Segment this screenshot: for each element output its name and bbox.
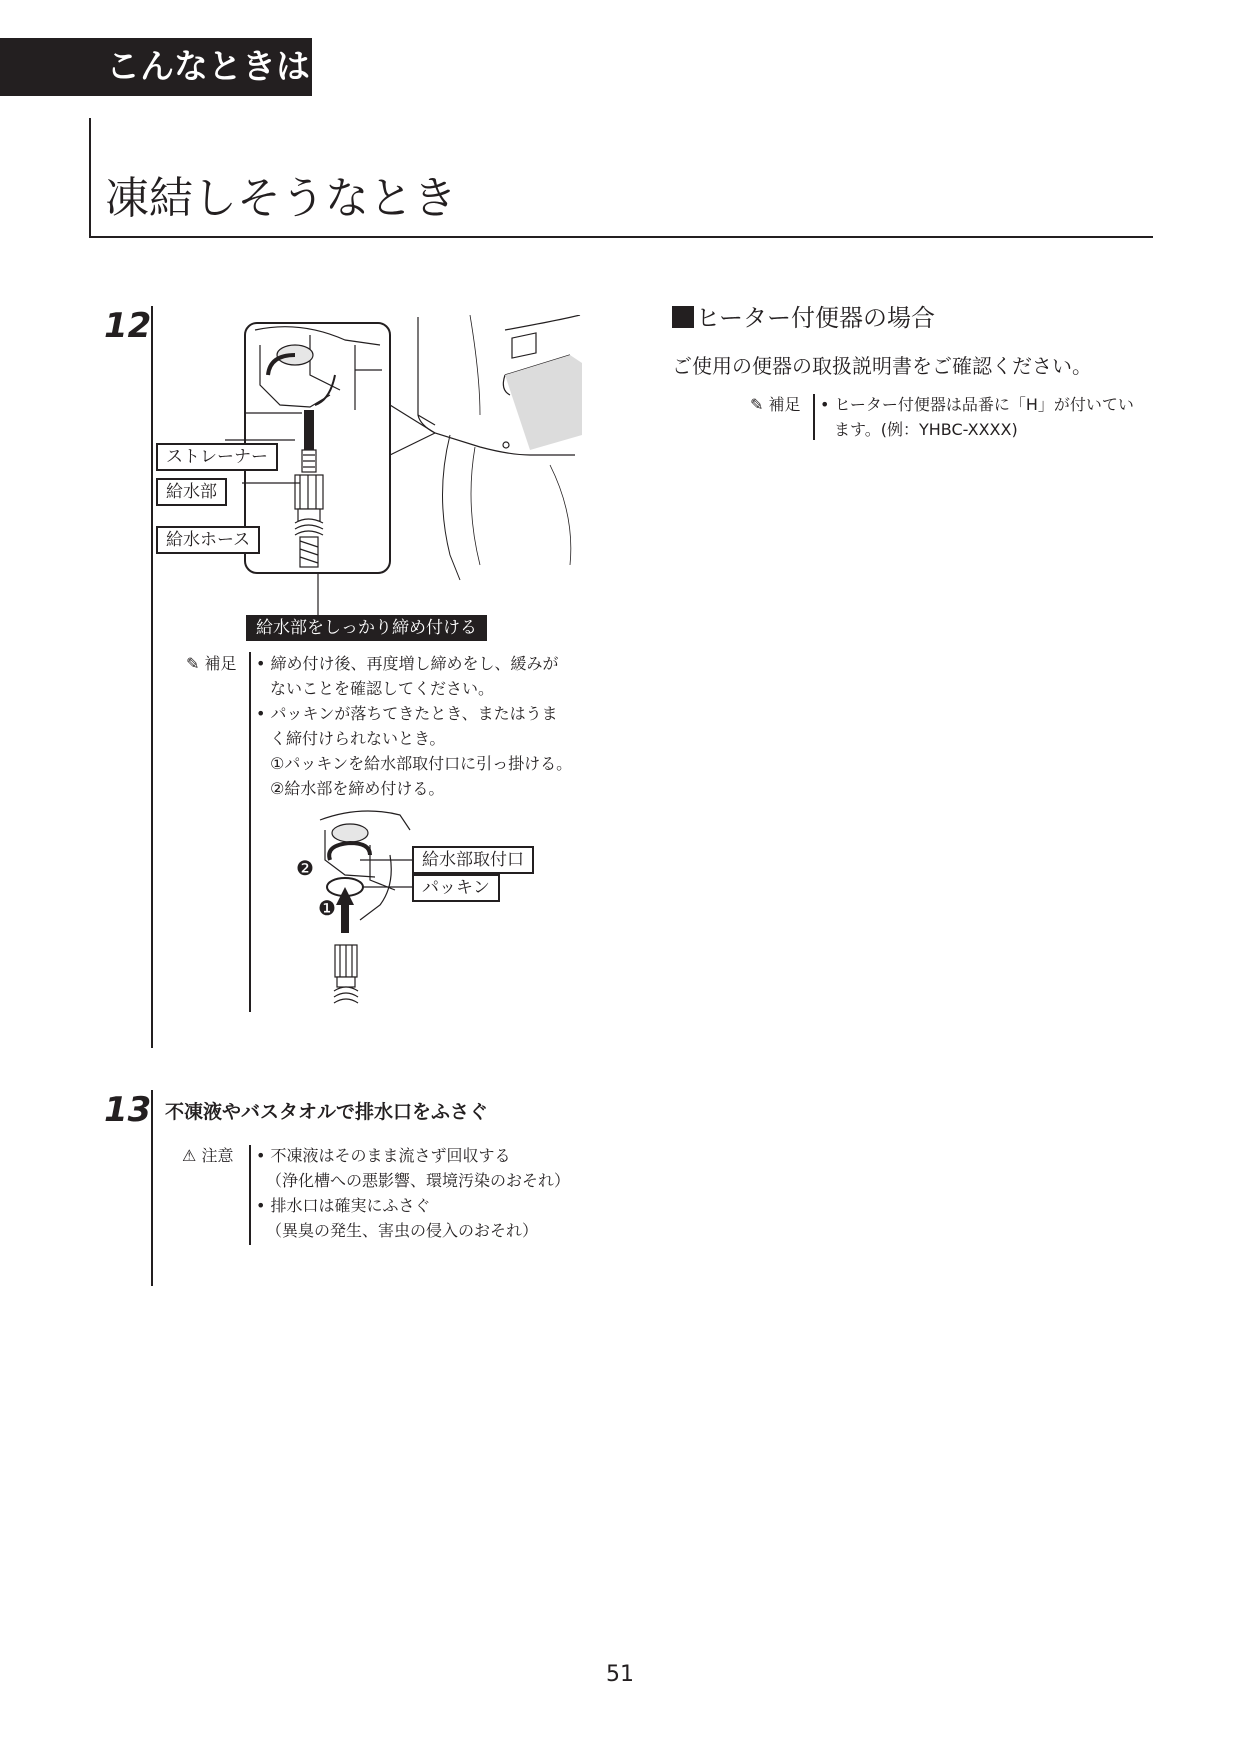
- heater-note-text: [820, 392, 1134, 442]
- note-line: （浄化槽への悪影響、環境汚染のおそれ）: [266, 1171, 571, 1190]
- step-13-rule: [151, 1090, 153, 1286]
- step-2-marker: ❷: [296, 856, 314, 880]
- note-line: ①パッキンを給水部取付口に引っ掛ける。: [270, 754, 573, 773]
- supplement-note-label: ✎ 補足: [186, 654, 237, 673]
- inlet-label: 給水部取付口: [412, 846, 534, 874]
- heater-section-body: ご使用の便器の取扱説明書をご確認ください。: [672, 354, 1092, 378]
- packing-label: パッキン: [412, 874, 500, 902]
- page-number: 51: [606, 1662, 634, 1687]
- packing-illustration: [300, 805, 540, 1015]
- caution-text: [256, 1143, 570, 1243]
- note-line: （異臭の発生、害虫の侵入のおそれ）: [266, 1221, 539, 1240]
- step-1-marker: ❶: [318, 896, 336, 920]
- caution-label: ⚠ 注意: [182, 1146, 234, 1165]
- note-line: ないことを確認してください。: [270, 679, 495, 698]
- note-line: • ヒーター付便器は品番に「H」が付いてい: [820, 395, 1134, 414]
- note-bar: [813, 394, 815, 440]
- supplement-note-text: [256, 651, 572, 801]
- note-bar: [249, 652, 251, 1012]
- tighten-instruction-label: 給水部をしっかり締め付ける: [246, 615, 487, 641]
- title-horizontal-rule: [89, 236, 1153, 238]
- step-13-heading: 不凍液やバスタオルで排水口をふさぐ: [165, 1101, 489, 1123]
- section-tab: こんなときは: [0, 38, 312, 96]
- note-line: く締付けられないとき。: [270, 729, 446, 748]
- heater-note-label: ✎ 補足: [750, 395, 801, 414]
- note-line: • 締め付け後、再度増し締めをし、緩みが: [256, 654, 559, 673]
- title-vertical-rule: [89, 118, 91, 238]
- pencil-icon: ✎: [186, 654, 200, 673]
- note-line: • 不凍液はそのまま流さず回収する: [256, 1146, 511, 1165]
- step-12-number: 12: [104, 306, 152, 346]
- note-line: ます。(例：YHBC-XXXX): [834, 420, 1018, 439]
- strainer-label: ストレーナー: [156, 443, 278, 471]
- supply-hose-label: 給水ホース: [156, 526, 260, 554]
- warning-triangle-icon: ⚠: [182, 1146, 197, 1165]
- step-13-number: 13: [104, 1090, 152, 1130]
- supply-part-label: 給水部: [156, 478, 227, 506]
- black-square-icon: [672, 306, 694, 328]
- note-line: • 排水口は確実にふさぐ: [256, 1196, 431, 1215]
- toilet-supply-illustration: [150, 315, 590, 635]
- note-line: • パッキンが落ちてきたとき、またはうま: [256, 704, 558, 723]
- pencil-icon: ✎: [750, 395, 764, 414]
- page-title: 凍結しそうなとき: [105, 173, 457, 224]
- note-bar: [249, 1145, 251, 1245]
- note-line: ②給水部を締め付ける。: [270, 779, 445, 798]
- heater-section-heading: ヒーター付便器の場合: [672, 302, 935, 334]
